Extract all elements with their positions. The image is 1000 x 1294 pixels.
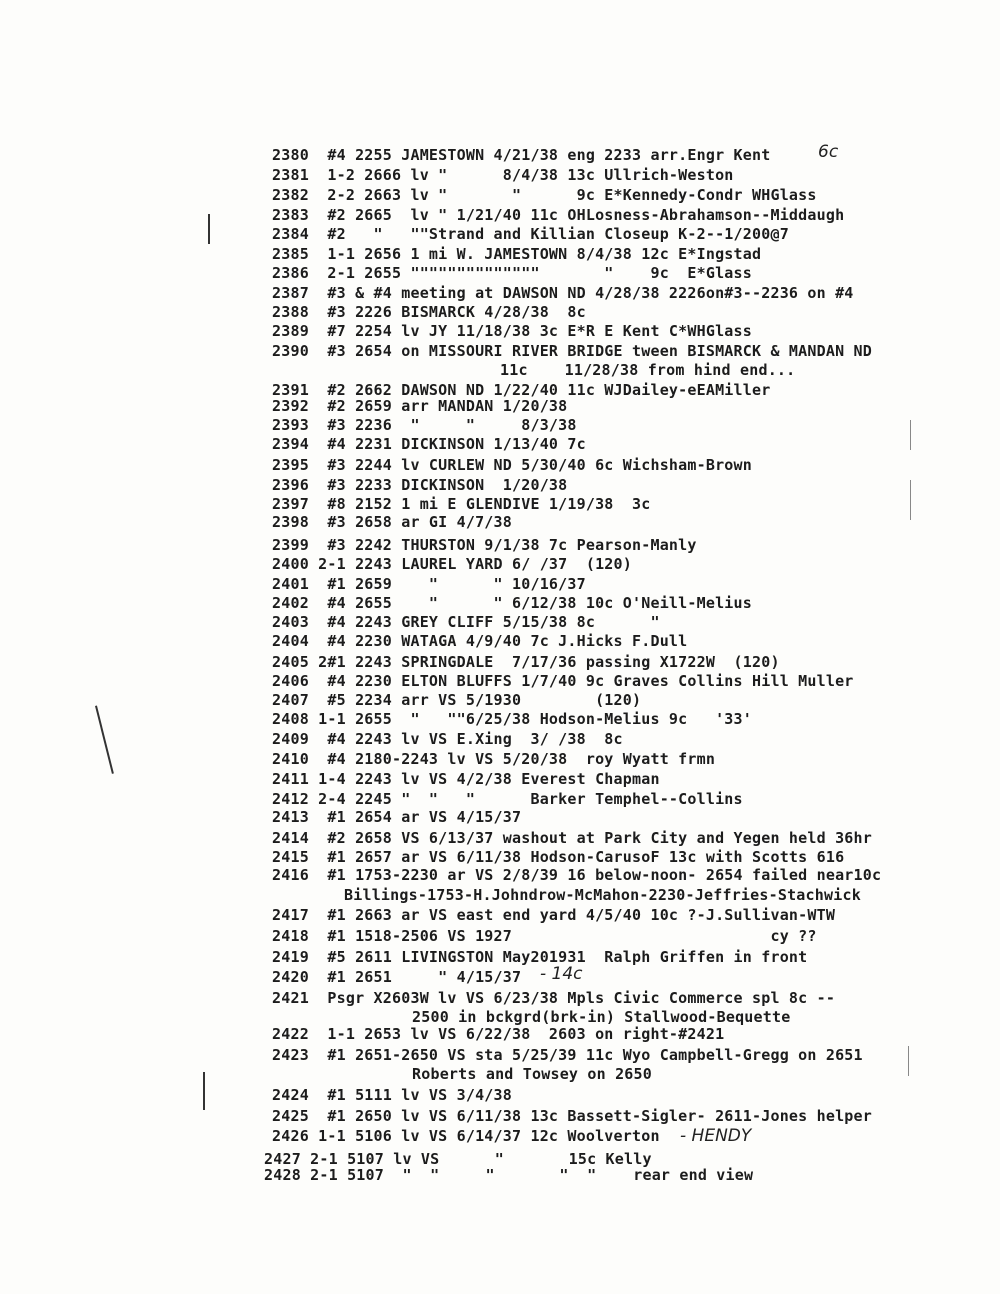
entry-2408: 2408 1-1 2655 " ""6/25/38 Hodson-Melius 9c '33' xyxy=(272,710,752,728)
handwritten-note-2380: 6c xyxy=(818,142,839,162)
entry-2390: 2390 #3 2654 on MISSOURI RIVER BRIDGE tween BISMARCK & MANDAN ND xyxy=(272,342,872,360)
entry-2407: 2407 #5 2234 arr VS 5/1930 (120) xyxy=(272,691,642,709)
entry-2404: 2404 #4 2230 WATAGA 4/9/40 7c J.Hicks F.Dull xyxy=(272,632,688,650)
entry-2426: 2426 1-1 5106 lv VS 6/14/37 12c Woolverton xyxy=(272,1127,660,1145)
margin-pencil-mark xyxy=(208,214,210,244)
margin-pencil-mark xyxy=(910,420,911,450)
entry-2409: 2409 #4 2243 lv VS E.Xing 3/ /38 8c xyxy=(272,730,623,748)
margin-pencil-mark xyxy=(203,1072,205,1110)
handwritten-note-2420: - 14c xyxy=(540,964,583,984)
entry-2386: 2386 2-1 2655 """""""""""""" " 9c E*Glass xyxy=(272,264,752,282)
entry-2428: 2428 2-1 5107 " " " " " rear end view xyxy=(264,1166,754,1184)
entry-2391: 2391 #2 2662 DAWSON ND 1/22/40 11c WJDailey-eEAMiller xyxy=(272,381,771,399)
entry-2381: 2381 1-2 2666 lv " 8/4/38 13c Ullrich-Weston xyxy=(272,166,734,184)
entry-2383: 2383 #2 2665 lv " 1/21/40 11c OHLosness-Abrahamson--Middaugh xyxy=(272,206,845,224)
entry-2382: 2382 2-2 2663 lv " " 9c E*Kennedy-Condr WHGlass xyxy=(272,186,817,204)
entry-2421-continuation: 2500 in bckgrd(brk-in) Stallwood-Bequette xyxy=(412,1008,791,1026)
entry-2401: 2401 #1 2659 " " 10/16/37 xyxy=(272,575,586,593)
entry-2395: 2395 #3 2244 lv CURLEW ND 5/30/40 6c Wichsham-Brown xyxy=(272,456,752,474)
entry-2397: 2397 #8 2152 1 mi E GLENDIVE 1/19/38 3c xyxy=(272,495,651,513)
entry-2394: 2394 #4 2231 DICKINSON 1/13/40 7c xyxy=(272,435,586,453)
entry-2388: 2388 #3 2226 BISMARCK 4/28/38 8c xyxy=(272,303,586,321)
entry-2415: 2415 #1 2657 ar VS 6/11/38 Hodson-CarusoF 13c with Scotts 616 xyxy=(272,848,845,866)
entry-2403: 2403 #4 2243 GREY CLIFF 5/15/38 8c " xyxy=(272,613,660,631)
entry-2387: 2387 #3 & #4 meeting at DAWSON ND 4/28/38 2226on#3--2236 on #4 xyxy=(272,284,854,302)
entry-2389: 2389 #7 2254 lv JY 11/18/38 3c E*R E Kent C*WHGlass xyxy=(272,322,752,340)
entry-2380: 2380 #4 2255 JAMESTOWN 4/21/38 eng 2233 arr.Engr Kent xyxy=(272,146,771,164)
entry-2423-continuation: Roberts and Towsey on 2650 xyxy=(412,1065,652,1083)
entry-2413: 2413 #1 2654 ar VS 4/15/37 xyxy=(272,808,522,826)
entry-2393: 2393 #3 2236 " " 8/3/38 xyxy=(272,416,577,434)
entry-2419: 2419 #5 2611 LIVINGSTON May201931 Ralph Griffen in front xyxy=(272,948,808,966)
entry-2427: 2427 2-1 5107 lv VS " 15c Kelly xyxy=(264,1150,652,1168)
entry-2416-continuation: Billings-1753-H.Johndrow-McMahon-2230-Jeffries-Stachwick xyxy=(344,886,861,904)
entry-2402: 2402 #4 2655 " " 6/12/38 10c O'Neill-Melius xyxy=(272,594,752,612)
entry-2424: 2424 #1 5111 lv VS 3/4/38 xyxy=(272,1086,512,1104)
margin-pencil-mark xyxy=(910,480,911,520)
entry-2399: 2399 #3 2242 THURSTON 9/1/38 7c Pearson-Manly xyxy=(272,536,697,554)
entry-2390-continuation: 11c 11/28/38 from hind end... xyxy=(500,361,796,379)
entry-2410: 2410 #4 2180-2243 lv VS 5/20/38 roy Wyatt frmn xyxy=(272,750,716,768)
entry-2425: 2425 #1 2650 lv VS 6/11/38 13c Bassett-Sigler- 2611-Jones helper xyxy=(272,1107,872,1125)
entry-2405: 2405 2#1 2243 SPRINGDALE 7/17/36 passing X1722W (120) xyxy=(272,653,780,671)
entry-2412: 2412 2-4 2245 " " " Barker Temphel--Collins xyxy=(272,790,743,808)
entry-2414: 2414 #2 2658 VS 6/13/37 washout at Park City and Yegen held 36hr xyxy=(272,829,872,847)
entry-2421: 2421 Psgr X2603W lv VS 6/23/38 Mpls Civic Commerce spl 8c -- xyxy=(272,989,836,1007)
entry-2396: 2396 #3 2233 DICKINSON 1/20/38 xyxy=(272,476,568,494)
entry-2392: 2392 #2 2659 arr MANDAN 1/20/38 xyxy=(272,397,568,415)
margin-pencil-stroke xyxy=(95,706,114,774)
entry-2416: 2416 #1 1753-2230 ar VS 2/8/39 16 below-noon- 2654 failed near10c xyxy=(272,866,882,884)
entry-2411: 2411 1-4 2243 lv VS 4/2/38 Everest Chapman xyxy=(272,770,660,788)
margin-pencil-mark xyxy=(908,1046,909,1076)
entry-2400: 2400 2-1 2243 LAUREL YARD 6/ /37 (120) xyxy=(272,555,632,573)
entry-2398: 2398 #3 2658 ar GI 4/7/38 xyxy=(272,513,512,531)
entry-2422: 2422 1-1 2653 lv VS 6/22/38 2603 on right-#2421 xyxy=(272,1025,725,1043)
entry-2384: 2384 #2 " ""Strand and Killian Closeup K-2--1/200@7 xyxy=(272,225,789,243)
handwritten-note-2426: - HENDY xyxy=(680,1126,752,1146)
entry-2406: 2406 #4 2230 ELTON BLUFFS 1/7/40 9c Graves Collins Hill Muller xyxy=(272,672,854,690)
entry-2423: 2423 #1 2651-2650 VS sta 5/25/39 11c Wyo Campbell-Gregg on 2651 xyxy=(272,1046,863,1064)
entry-2417: 2417 #1 2663 ar VS east end yard 4/5/40 10c ?-J.Sullivan-WTW xyxy=(272,906,836,924)
entry-2385: 2385 1-1 2656 1 mi W. JAMESTOWN 8/4/38 12c E*Ingstad xyxy=(272,245,762,263)
entry-2418: 2418 #1 1518-2506 VS 1927 cy ?? xyxy=(272,927,817,945)
entry-2420: 2420 #1 2651 " 4/15/37 xyxy=(272,968,522,986)
